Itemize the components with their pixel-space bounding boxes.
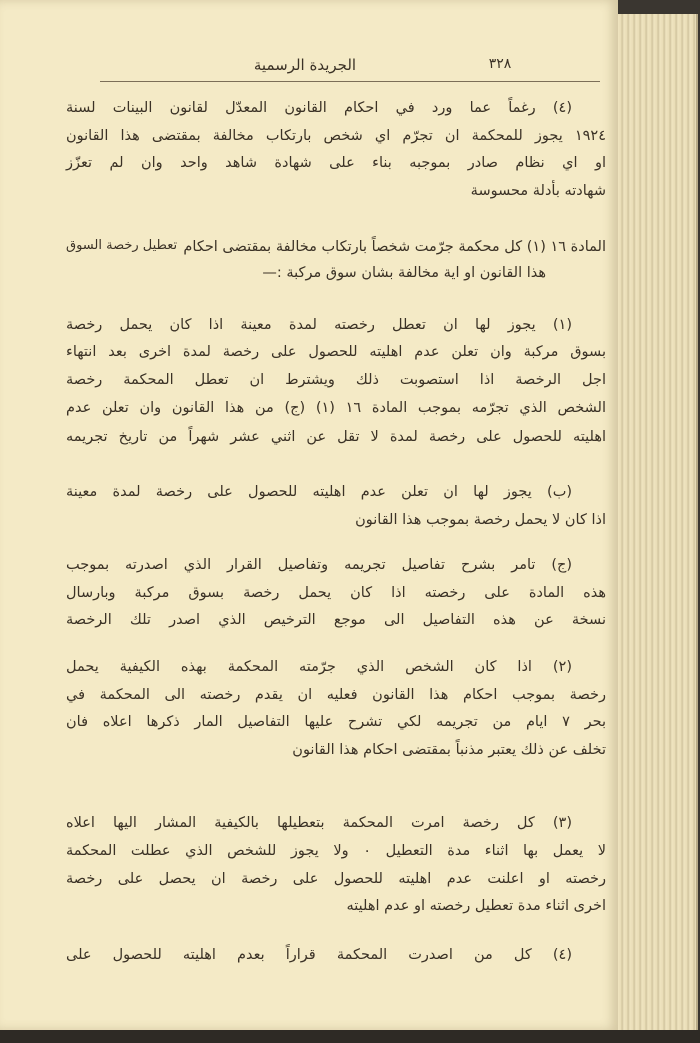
margin-note: تعطيل رخصة السوق bbox=[66, 238, 178, 253]
text-line: هذا القانون او اية مخالفة بشان سوق مركبة :— bbox=[262, 265, 546, 281]
text-line: لا يعمل بها اثناء مدة التعطيل ٠ ولا يجوز للشخص الذي عطلت المحكمة bbox=[66, 843, 606, 859]
background-strip bbox=[0, 1030, 700, 1043]
text-line: (٣) كل رخصة امرت المحكمة بتعطيلها بالكيفية المشار اليها اعلاه bbox=[66, 815, 572, 831]
text-line: (١) يجوز لها ان تعطل رخصته لمدة معينة اذا كان يحمل رخصة bbox=[66, 317, 572, 333]
text-line: بحر ٧ ايام من تجريمه لكي تشرح عليها التفاصيل المار ذكرها اعلاه فان bbox=[66, 714, 606, 730]
text-line: شهادته بأدلة محسوسة bbox=[470, 183, 606, 199]
text-line: اجل الرخصة اذا استصوبت ذلك ويشترط ان تعطل المحكمة رخصة bbox=[66, 372, 606, 388]
text-line: تخلف عن ذلك يعتبر مذنباً بمقتضى احكام هذا القانون bbox=[292, 742, 606, 758]
text-line: رخصة بموجب احكام هذا القانون فعليه ان يقدم رخصته الى المحكمة في bbox=[66, 687, 606, 703]
text-line: اذا كان لا يحمل رخصة بموجب هذا القانون bbox=[355, 512, 606, 528]
running-header-title: الجريدة الرسمية bbox=[253, 56, 357, 74]
header-rule bbox=[100, 81, 600, 82]
text-line: (٤) رغماً عما ورد في احكام القانون المعدّل لقانون البينات لسنة bbox=[66, 100, 572, 116]
text-line: (٢) اذا كان الشخص الذي جرّمته المحكمة بهذه الكيفية يحمل bbox=[66, 659, 572, 675]
book-page-edges bbox=[618, 14, 698, 1030]
text-line: (ب) يجوز لها ان تعلن عدم اهليته للحصول على رخصة لمدة معينة bbox=[66, 484, 572, 500]
text-line: اخرى اثناء مدة تعطيل رخصته او عدم اهليته bbox=[346, 898, 606, 914]
text-line: ١٩٢٤ يجوز للمحكمة ان تجرّم اي شخص بارتكاب مخالفة بمقتضى هذا القانون bbox=[66, 128, 606, 144]
text-line: (٤) كل من اصدرت المحكمة قراراً بعدم اهليته للحصول على bbox=[66, 947, 572, 963]
text-line: المادة ١٦ (١) كل محكمة جرّمت شخصاً بارتكاب مخالفة بمقتضى احكام bbox=[183, 239, 606, 255]
text-line: نسخة عن هذه التفاصيل الى موجع الترخيص الذي اصدر تلك الرخصة bbox=[66, 612, 606, 628]
text-line: (ج) تامر بشرح تفاصيل تجريمه وتفاصيل القرار الذي اصدرته بموجب bbox=[66, 557, 572, 573]
text-line: بسوق مركبة وان تعلن عدم اهليته للحصول على رخصة لمدة اخرى بعد انتهاء bbox=[66, 344, 606, 360]
text-line: هذه المادة على رخصته اذا كان يحمل رخصة بسوق مركبة وبارسال bbox=[66, 585, 606, 601]
text-line: رخصته او اعلنت عدم اهليته للحصول على رخصة ان يحصل على رخصة bbox=[66, 871, 606, 887]
text-line: اهليته للحصول على رخصة لمدة لا تقل عن اثني عشر شهراً من تاريخ تجريمه bbox=[66, 429, 606, 445]
text-line: الشخص الذي تجرّمه بموجب المادة ١٦ (١) (ج) من هذا القانون وان تعلن عدم bbox=[66, 400, 606, 416]
text-line: او اي نظام صادر بموجبه بناء على شهادة شاهد واحد وان لم تعزّز bbox=[66, 155, 606, 171]
page-number: ٣٢٨ bbox=[488, 56, 512, 72]
